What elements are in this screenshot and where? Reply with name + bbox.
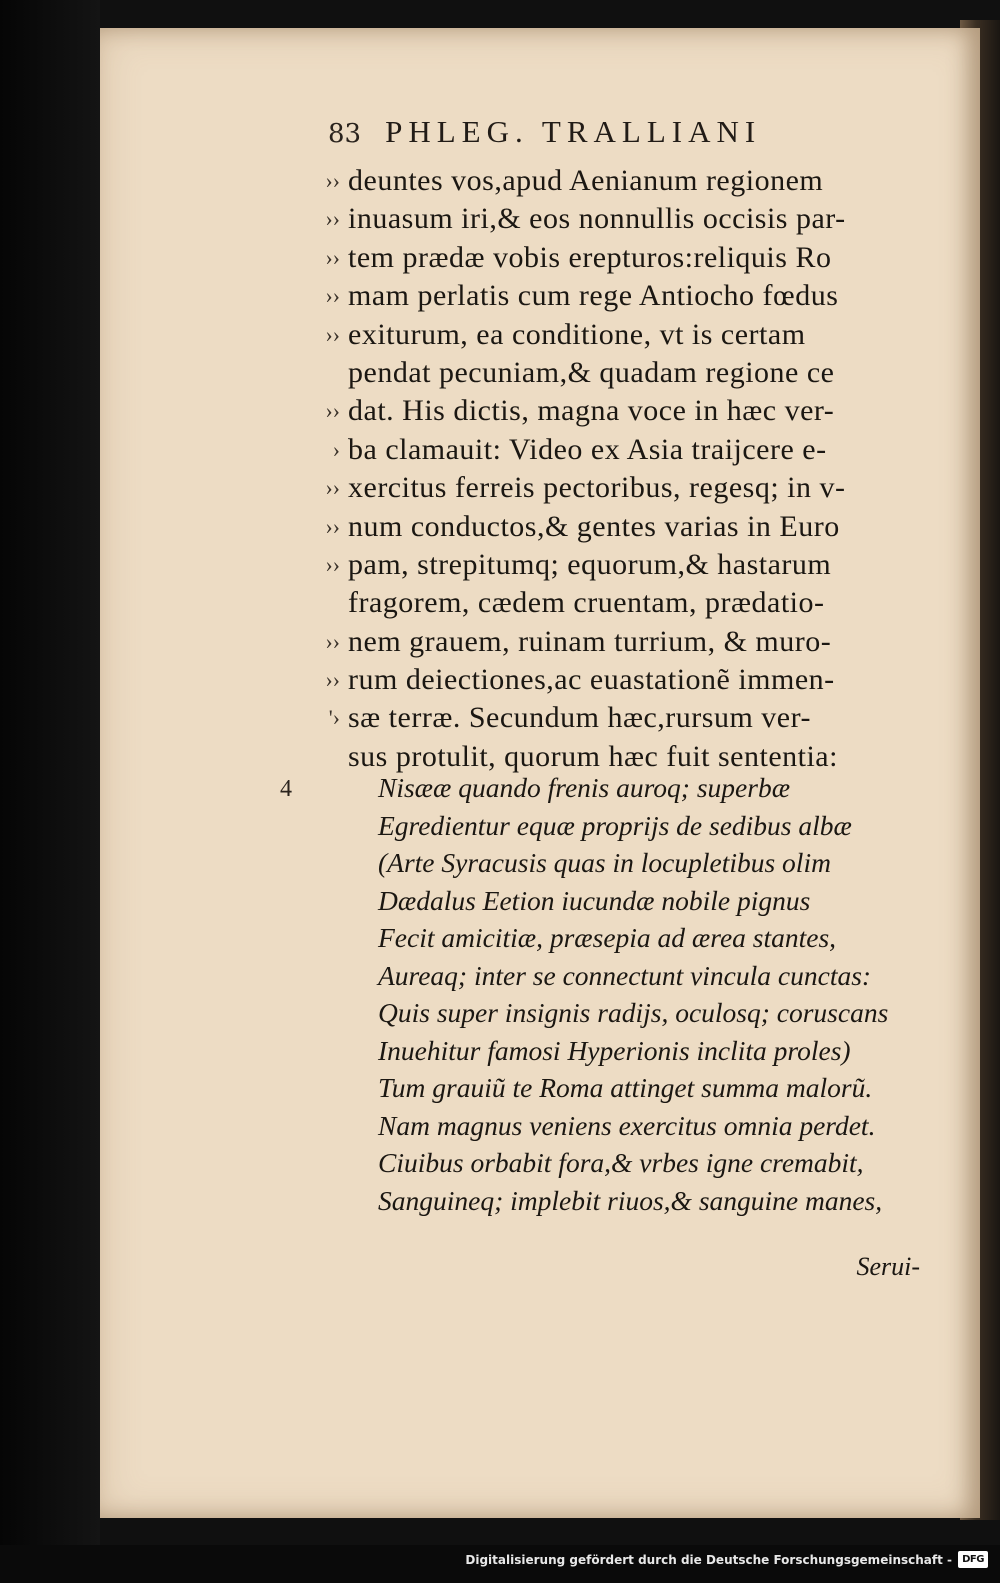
prose-line	[300, 241, 940, 279]
prose-line-text: ba clamauit: Video ex Asia traijcere e-	[348, 432, 827, 466]
prose-line-text: dat. His dictis, magna voce in hæc ver-	[348, 394, 835, 428]
prose-line	[300, 625, 940, 663]
prose-line-text: pendat pecuniam,& quadam regione ce	[348, 355, 835, 389]
prose-line-text: sæ terræ. Secundum hæc,rursum ver-	[348, 701, 811, 735]
quotation-mark: ››	[325, 168, 340, 193]
quotation-mark: '›	[328, 705, 340, 731]
prose-line-text: mam perlatis cum rege Antiocho fœdus	[348, 279, 839, 313]
verse-line: Egredientur equæ proprijs de sedibus albæ	[378, 809, 852, 841]
prose-line-text: rum deiectiones,ac euastationẽ immen-	[348, 663, 835, 697]
page-number: 83	[328, 119, 362, 149]
verse-line: Inuehitur famosi Hyperionis inclita proles)	[378, 1034, 851, 1066]
prose-line-text: sus protulit, quorum hæc fuit sententia:	[348, 739, 838, 773]
verse-line: Quis super insignis radijs, oculosq; coruscans	[378, 997, 889, 1028]
quotation-mark: ››	[325, 551, 340, 577]
quotation-mark: ››	[325, 244, 340, 270]
prose-line	[300, 279, 940, 317]
prose-line-text: pam, strepitumq; equorum,& hastarum	[348, 547, 832, 581]
prose-line-text: xercitus ferreis pectoribus, regesq; in v-	[348, 471, 846, 505]
prose-line	[300, 510, 940, 548]
catchword: Serui-	[856, 1252, 920, 1281]
prose-line-text: inuasum iri,& eos nonnullis occisis par-	[348, 202, 846, 236]
prose-line	[300, 202, 940, 240]
prose-line-text: nem grauem, ruinam turrium, & muro-	[348, 624, 832, 658]
verse-line: Dædalus Eetion iucundæ nobile pignus	[378, 884, 811, 916]
verse-line: Nam magnus veniens exercitus omnia perdet.	[378, 1109, 876, 1141]
quotation-mark: ››	[325, 206, 340, 232]
verse-margin-number: 4	[280, 776, 292, 802]
prose-line-text: num conductos,& gentes varias in Euro	[348, 509, 840, 543]
quotation-mark: ›	[332, 436, 340, 462]
verse-line: Ciuibus orbabit fora,& vrbes igne cremabit,	[378, 1147, 864, 1178]
verse-line: (Arte Syracusis quas in locupletibus olim	[378, 847, 831, 878]
prose-line-text: deuntes vos,apud Aenianum regionem	[348, 164, 824, 197]
verse-line: Tum grauiũ te Roma attinget summa malorũ.	[378, 1072, 873, 1103]
prose-line	[300, 663, 940, 701]
prose-line	[300, 164, 940, 202]
page-header	[328, 114, 933, 164]
prose-line	[300, 356, 940, 394]
prose-line-text: fragorem, cædem cruentam, prædatio-	[348, 586, 825, 620]
quotation-mark: ››	[325, 283, 340, 309]
verse-line: Nisææ quando frenis auroq; superbæ	[378, 772, 791, 803]
prose-line	[300, 701, 940, 739]
verse-line: Aureaq; inter se connectunt vincula cunctas:	[378, 959, 872, 991]
quotation-mark: ››	[325, 667, 340, 693]
prose-line	[300, 433, 940, 471]
prose-line	[300, 471, 940, 509]
prose-line-text: tem prædæ vobis erepturos:reliquis Ro	[348, 240, 832, 274]
prose-line-text: exiturum, ea conditione, vt is certam	[348, 317, 806, 351]
quotation-mark: ››	[325, 628, 340, 654]
scan-backdrop	[0, 0, 100, 1583]
quotation-mark: ››	[325, 321, 340, 347]
quotation-mark: ››	[325, 475, 340, 501]
prose-block	[300, 164, 940, 778]
prose-line	[300, 318, 940, 356]
quotation-mark: ››	[325, 398, 340, 424]
prose-line	[300, 548, 940, 586]
quotation-mark: ››	[325, 513, 340, 539]
running-head: PHLEG. TRALLIANI	[385, 114, 762, 149]
verse-line: Sanguineq; implebit riuos,& sanguine manes,	[378, 1184, 883, 1216]
prose-line	[300, 394, 940, 432]
dfg-logo-icon: DFG	[958, 1551, 988, 1568]
verse-block	[378, 772, 938, 1222]
prose-line	[300, 586, 940, 624]
verse-line: Fecit amicitiæ, præsepia ad ærea stantes,	[378, 922, 837, 953]
digitization-credit: Digitalisierung gefördert durch die Deutsche Forschungsgemeinschaft -	[465, 1553, 952, 1567]
